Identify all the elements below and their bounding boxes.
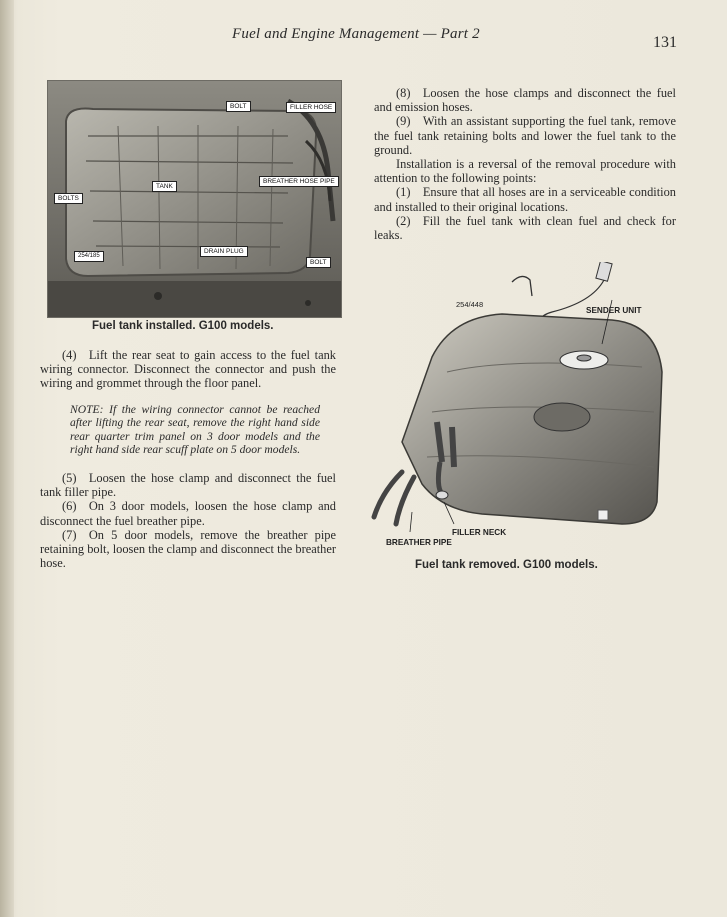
right-text-column [374, 86, 676, 242]
label-breather-hose-pipe: BREATHER HOSE PIPE [259, 176, 339, 187]
label-bolt-bottom: BOLT [306, 257, 331, 268]
label-filler-hose: FILLER HOSE [286, 102, 336, 113]
label-bolt-top: BOLT [226, 101, 251, 112]
label-tank: TANK [152, 181, 177, 192]
step-5: (5) Loosen the hose clamp and disconnect the fuel tank filler pipe. [40, 470, 336, 500]
label-sender-unit: SENDER UNIT [586, 306, 642, 315]
step-4: (4) Lift the rear seat to gain access to the fuel tank wiring connector. Disconnect the connector and push the wiring and grommet through the floor panel. [40, 348, 336, 391]
label-bolts: BOLTS [54, 193, 83, 204]
install-point-1: (1) Ensure that all hoses are in a serviceable condition and installed to their original locations. [374, 185, 676, 214]
figure2-caption: Fuel tank removed. G100 models. [415, 559, 598, 571]
page-binding-shadow [0, 0, 14, 917]
step-6: (6) On 3 door models, loosen the hose clamp and disconnect the fuel breather pipe. [40, 499, 336, 528]
step-8: (8) Loosen the hose clamps and disconnect the fuel and emission hoses. [374, 86, 676, 115]
label-drain-plug: DRAIN PLUG [200, 246, 248, 257]
fuel-tank-removed-illustration [362, 262, 682, 552]
label-filler-neck: FILLER NECK [452, 528, 507, 537]
page-number: 131 [653, 34, 677, 51]
photo-drawing [48, 81, 341, 317]
install-point-2: (2) Fill the fuel tank with clean fuel and check for leaks. [374, 213, 676, 243]
figure2-reference: 254/448 [456, 300, 484, 309]
left-text-column [40, 348, 336, 570]
fuel-tank-installed-photo [47, 80, 342, 318]
running-header: Fuel and Engine Management — Part 2 [232, 26, 480, 42]
installation-intro: Installation is a reversal of the removal procedure with attention to the following points: [374, 157, 676, 186]
figure1-reference: 254/185 [74, 251, 104, 262]
label-breather-pipe: BREATHER PIPE [386, 538, 452, 547]
figure1-caption: Fuel tank installed. G100 models. [92, 320, 274, 332]
step-7: (7) On 5 door models, remove the breather pipe retaining bolt, loosen the clamp and disconnect the breather hose. [40, 527, 336, 571]
step-9: (9) With an assistant supporting the fuel tank, remove the fuel tank retaining bolts and lower the fuel tank to the ground. [374, 114, 676, 157]
wiring-note: NOTE: If the wiring connector cannot be reached after lifting the rear seat, remove the right hand side rear quarter trim panel on 3 door models and the right hand side rear scuff plate on 5 door models. [70, 402, 320, 457]
